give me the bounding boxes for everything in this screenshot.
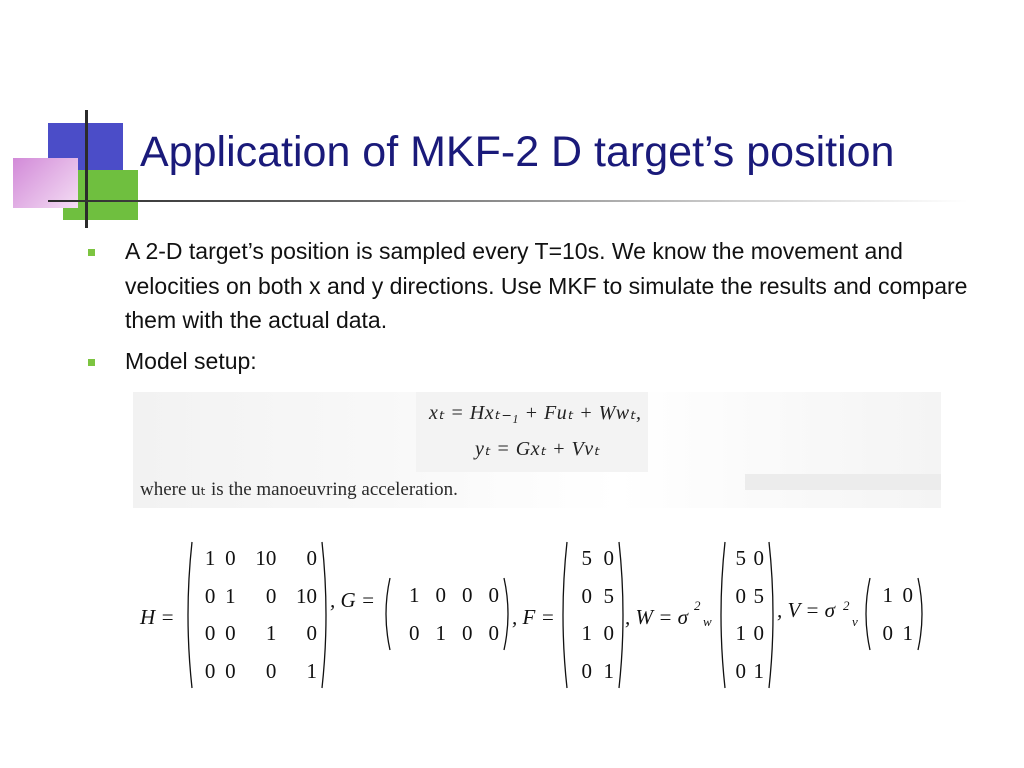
- matrix-cell: 0: [265, 658, 277, 683]
- matrix-cell: 1: [265, 621, 277, 646]
- matrix-cell: 0: [204, 583, 216, 608]
- matrix-v-sub: v: [852, 614, 858, 629]
- matrix-paren-left: [386, 578, 390, 650]
- matrix-paren-left: [558, 540, 568, 690]
- equation-note: where uₜ is the manoeuvring acceleration.: [140, 479, 458, 500]
- matrix-cell: 0: [225, 621, 236, 646]
- matrix-cell: 0: [753, 546, 764, 571]
- matrix-w: [716, 540, 778, 690]
- matrix-cell: 0: [902, 582, 913, 607]
- matrix-cell: 0: [735, 658, 746, 683]
- matrix-paren-right: [918, 578, 922, 650]
- matrix-paren-left: [563, 542, 567, 688]
- matrix-h: [183, 540, 331, 690]
- matrix-cell: 1: [753, 658, 764, 683]
- bullet-square-icon: [88, 249, 95, 256]
- matrix-v-label: , V = σ: [777, 598, 835, 622]
- matrix-cell: 1: [603, 658, 614, 683]
- matrix-cell: 10: [255, 546, 277, 571]
- matrix-paren-left: [381, 576, 391, 652]
- matrix-cell: 1: [306, 658, 317, 683]
- matrix-cell: 0: [882, 620, 893, 645]
- matrix-cell: 0: [603, 546, 614, 571]
- matrix-paren-right: [322, 542, 326, 688]
- matrix-cell: 5: [603, 583, 614, 608]
- matrix-paren-left: [861, 576, 871, 652]
- matrix-w-sup: 2: [694, 598, 701, 613]
- matrix-cell: 0: [306, 546, 317, 571]
- matrix-cell: 1: [882, 582, 893, 607]
- observation-equation: yₜ = Gxₜ + Vvₜ: [475, 438, 600, 460]
- matrix-cell: 0: [488, 620, 499, 645]
- matrix-cell: 1: [902, 620, 913, 645]
- matrix-h-label: H =: [140, 605, 175, 629]
- matrix-paren-right: [917, 576, 927, 652]
- matrix-cell: 0: [581, 583, 592, 608]
- matrix-cell: 0: [409, 620, 420, 645]
- state-equation: xₜ = Hxₜ₋₁ + Fuₜ + Wwₜ,: [429, 402, 642, 424]
- bullet-square-icon: [88, 359, 95, 366]
- matrix-cell: 0: [735, 583, 746, 608]
- matrix-paren-right: [769, 542, 773, 688]
- model-equations-image: [133, 392, 941, 508]
- bullet-item: [88, 344, 968, 379]
- matrix-paren-left: [188, 542, 192, 688]
- matrix-cell: 0: [225, 658, 236, 683]
- title-underline: [48, 200, 968, 202]
- matrix-cell: 0: [462, 620, 473, 645]
- matrix-cell: 0: [204, 658, 216, 683]
- matrix-cell: 0: [265, 583, 277, 608]
- matrix-g-label: , G =: [330, 588, 376, 612]
- matrix-cell: 0: [753, 621, 764, 646]
- bullet-text: Model setup:: [125, 347, 257, 374]
- matrix-v-sup: 2: [843, 598, 850, 613]
- matrix-v: [861, 576, 927, 652]
- matrix-cell: 0: [204, 621, 216, 646]
- matrix-cell: 5: [735, 546, 746, 571]
- matrix-cell: 1: [735, 621, 746, 646]
- matrix-cell: 5: [581, 546, 592, 571]
- matrix-cell: 0: [225, 546, 236, 571]
- matrix-cell: 1: [409, 582, 420, 607]
- matrix-cell: 1: [204, 546, 216, 571]
- matrix-paren-right: [619, 542, 623, 688]
- matrix-cell: 0: [462, 582, 473, 607]
- matrix-cell: 1: [225, 583, 236, 608]
- matrix-cell: 0: [581, 658, 592, 683]
- bullet-item: [88, 234, 968, 338]
- matrix-cell: 5: [753, 583, 764, 608]
- matrix-cell: 1: [581, 621, 592, 646]
- matrix-cell: 0: [306, 621, 317, 646]
- matrix-paren-left: [183, 540, 193, 690]
- matrix-cell: 0: [435, 582, 446, 607]
- matrix-f-label: , F =: [512, 605, 555, 629]
- matrix-cell: 1: [435, 620, 446, 645]
- matrix-paren-left: [866, 578, 870, 650]
- slide-title: Application of MKF-2 D target’s position: [140, 128, 895, 176]
- matrix-w-sub: w: [703, 614, 712, 629]
- matrix-paren-right: [321, 540, 331, 690]
- decor-vertical-line: [85, 110, 88, 228]
- matrix-paren-left: [721, 542, 725, 688]
- matrix-paren-right: [504, 578, 508, 650]
- bullet-text: A 2-D target’s position is sampled every T=10s. We know the movement and velocities on both x and y directions. Use MKF to simulate the results and compare them with the actual data.: [125, 238, 968, 333]
- matrix-cell: 0: [488, 582, 499, 607]
- matrix-paren-left: [716, 540, 726, 690]
- bullet-list: [88, 234, 968, 384]
- matrix-cell: 10: [296, 583, 317, 608]
- matrix-g: [381, 576, 513, 652]
- matrix-cell: 0: [603, 621, 614, 646]
- matrix-w-label: , W = σ: [625, 605, 689, 629]
- matrix-f: [558, 540, 628, 690]
